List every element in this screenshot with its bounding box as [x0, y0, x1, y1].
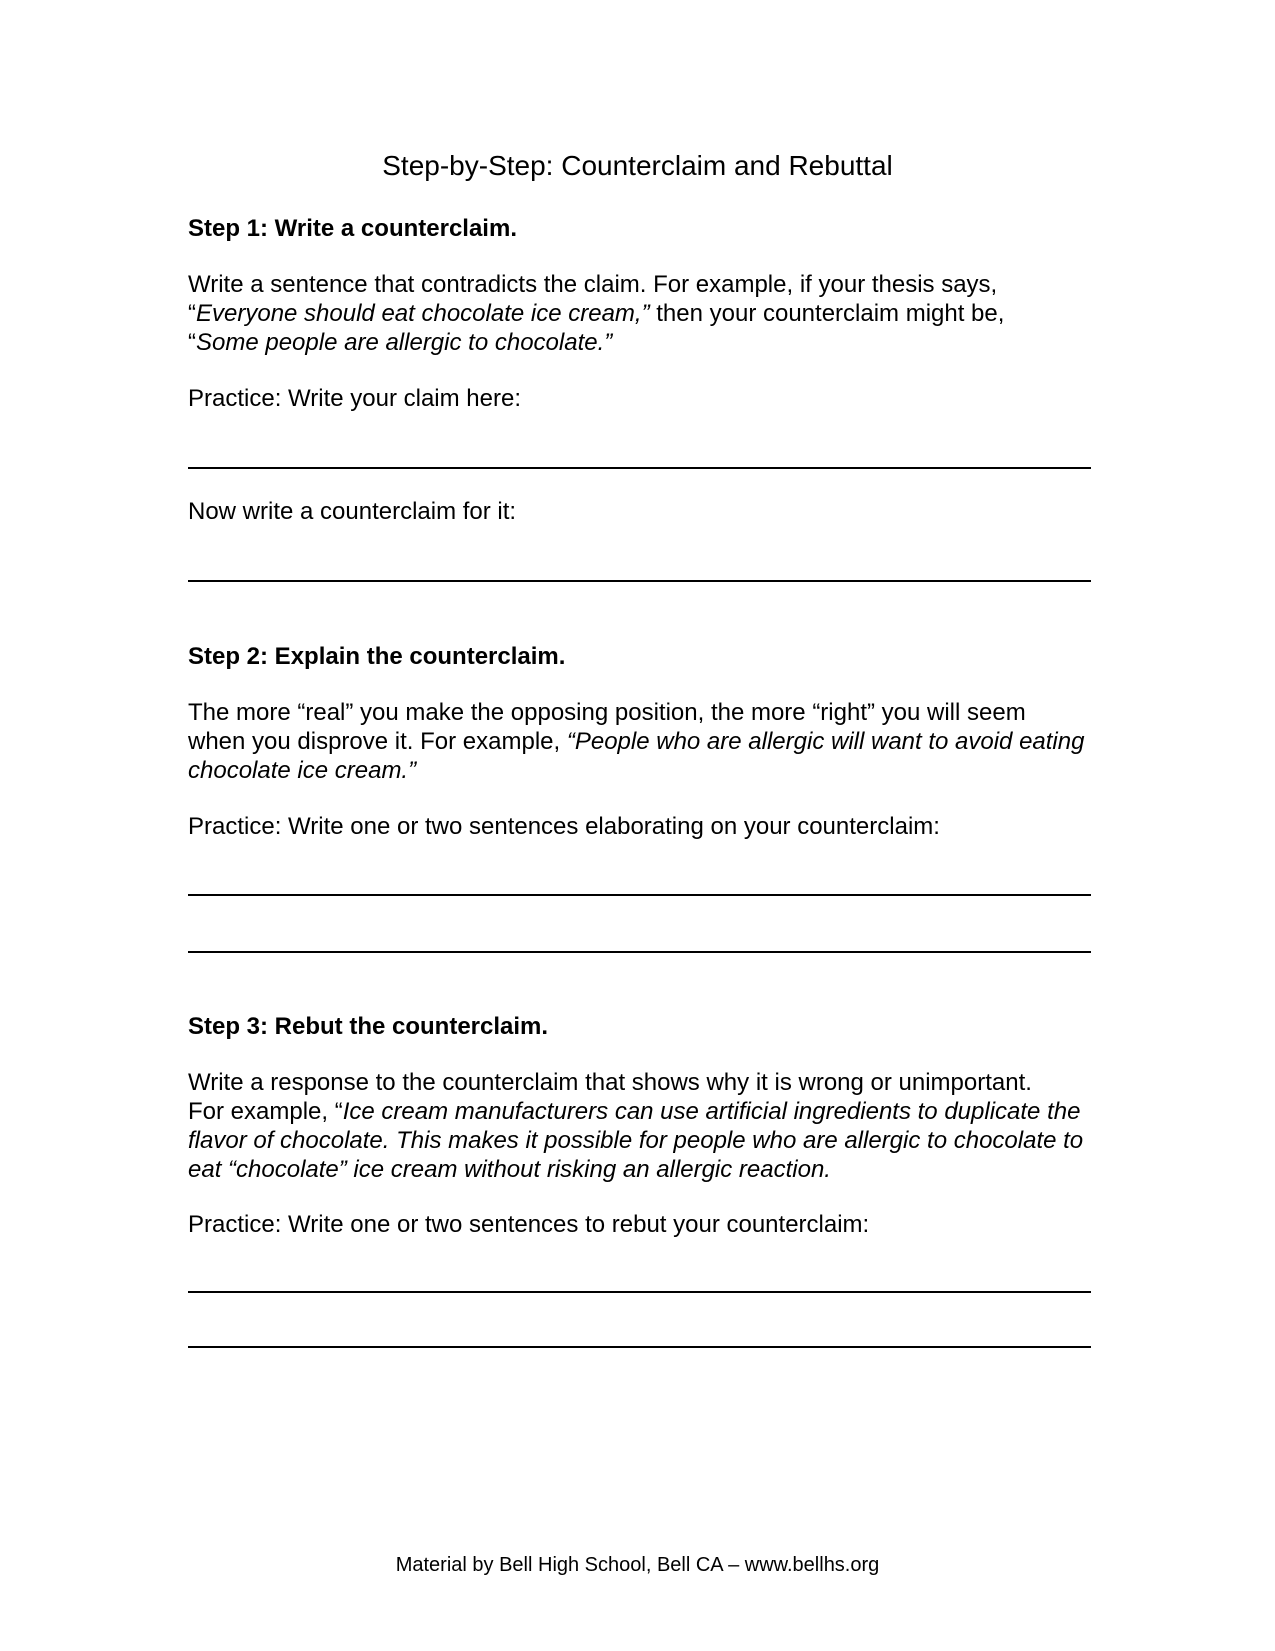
- rebuttal-answer-line-1[interactable]: [188, 1291, 1091, 1293]
- step1-quote-open-1: “: [188, 300, 196, 327]
- page-title: Step-by-Step: Counterclaim and Rebuttal: [382, 150, 893, 181]
- step3-line2: For example, “: [188, 1098, 343, 1125]
- step2-example: “People who are allergic will want to avoid eating chocolate ice cream.”: [188, 728, 1085, 784]
- step3-paragraph: [188, 1068, 1088, 1184]
- step3-practice-label: Practice: Write one or two sentences to rebut your counterclaim:: [188, 1211, 870, 1238]
- step1-practice-label-2: Now write a counterclaim for it:: [188, 498, 517, 525]
- step1-quote-open-2: “: [188, 329, 196, 356]
- step2-heading: Step 2: Explain the counterclaim.: [188, 643, 566, 670]
- step2-line2: when you disprove it. For example,: [188, 728, 567, 755]
- step1-intro-text: Write a sentence that contradicts the claim. For example, if your thesis says,: [188, 271, 998, 298]
- claim-answer-line[interactable]: [188, 467, 1091, 469]
- step2-practice-label: Practice: Write one or two sentences elaborating on your counterclaim:: [188, 813, 940, 840]
- step3-example: Ice cream manufacturers can use artificial ingredients to duplicate the flavor of chocolate. This makes it possible for people who are allergic to chocolate to eat “chocolate” ice cream without risking an allergic reaction.: [188, 1098, 1084, 1183]
- step1-mid-text: then your counterclaim might be,: [649, 300, 1005, 327]
- rebuttal-answer-line-2[interactable]: [188, 1346, 1091, 1348]
- counterclaim-answer-line[interactable]: [188, 580, 1091, 582]
- step1-heading: Step 1: Write a counterclaim.: [188, 215, 517, 242]
- step1-example-claim: Everyone should eat chocolate ice cream,”: [196, 300, 650, 327]
- step1-practice-label: Practice: Write your claim here:: [188, 385, 521, 412]
- footer-credit: Material by Bell High School, Bell CA – www.bellhs.org: [395, 1554, 880, 1576]
- elaboration-answer-line-1[interactable]: [188, 894, 1091, 896]
- elaboration-answer-line-2[interactable]: [188, 951, 1091, 953]
- step3-heading: Step 3: Rebut the counterclaim.: [188, 1013, 549, 1040]
- step3-line1: Write a response to the counterclaim that shows why it is wrong or unimportant.: [188, 1069, 1032, 1096]
- step2-line1: The more “real” you make the opposing position, the more “right” you will seem: [188, 699, 1026, 726]
- step1-paragraph: [188, 270, 1088, 357]
- step2-paragraph: [188, 698, 1088, 785]
- step1-example-counterclaim: Some people are allergic to chocolate.”: [196, 329, 613, 356]
